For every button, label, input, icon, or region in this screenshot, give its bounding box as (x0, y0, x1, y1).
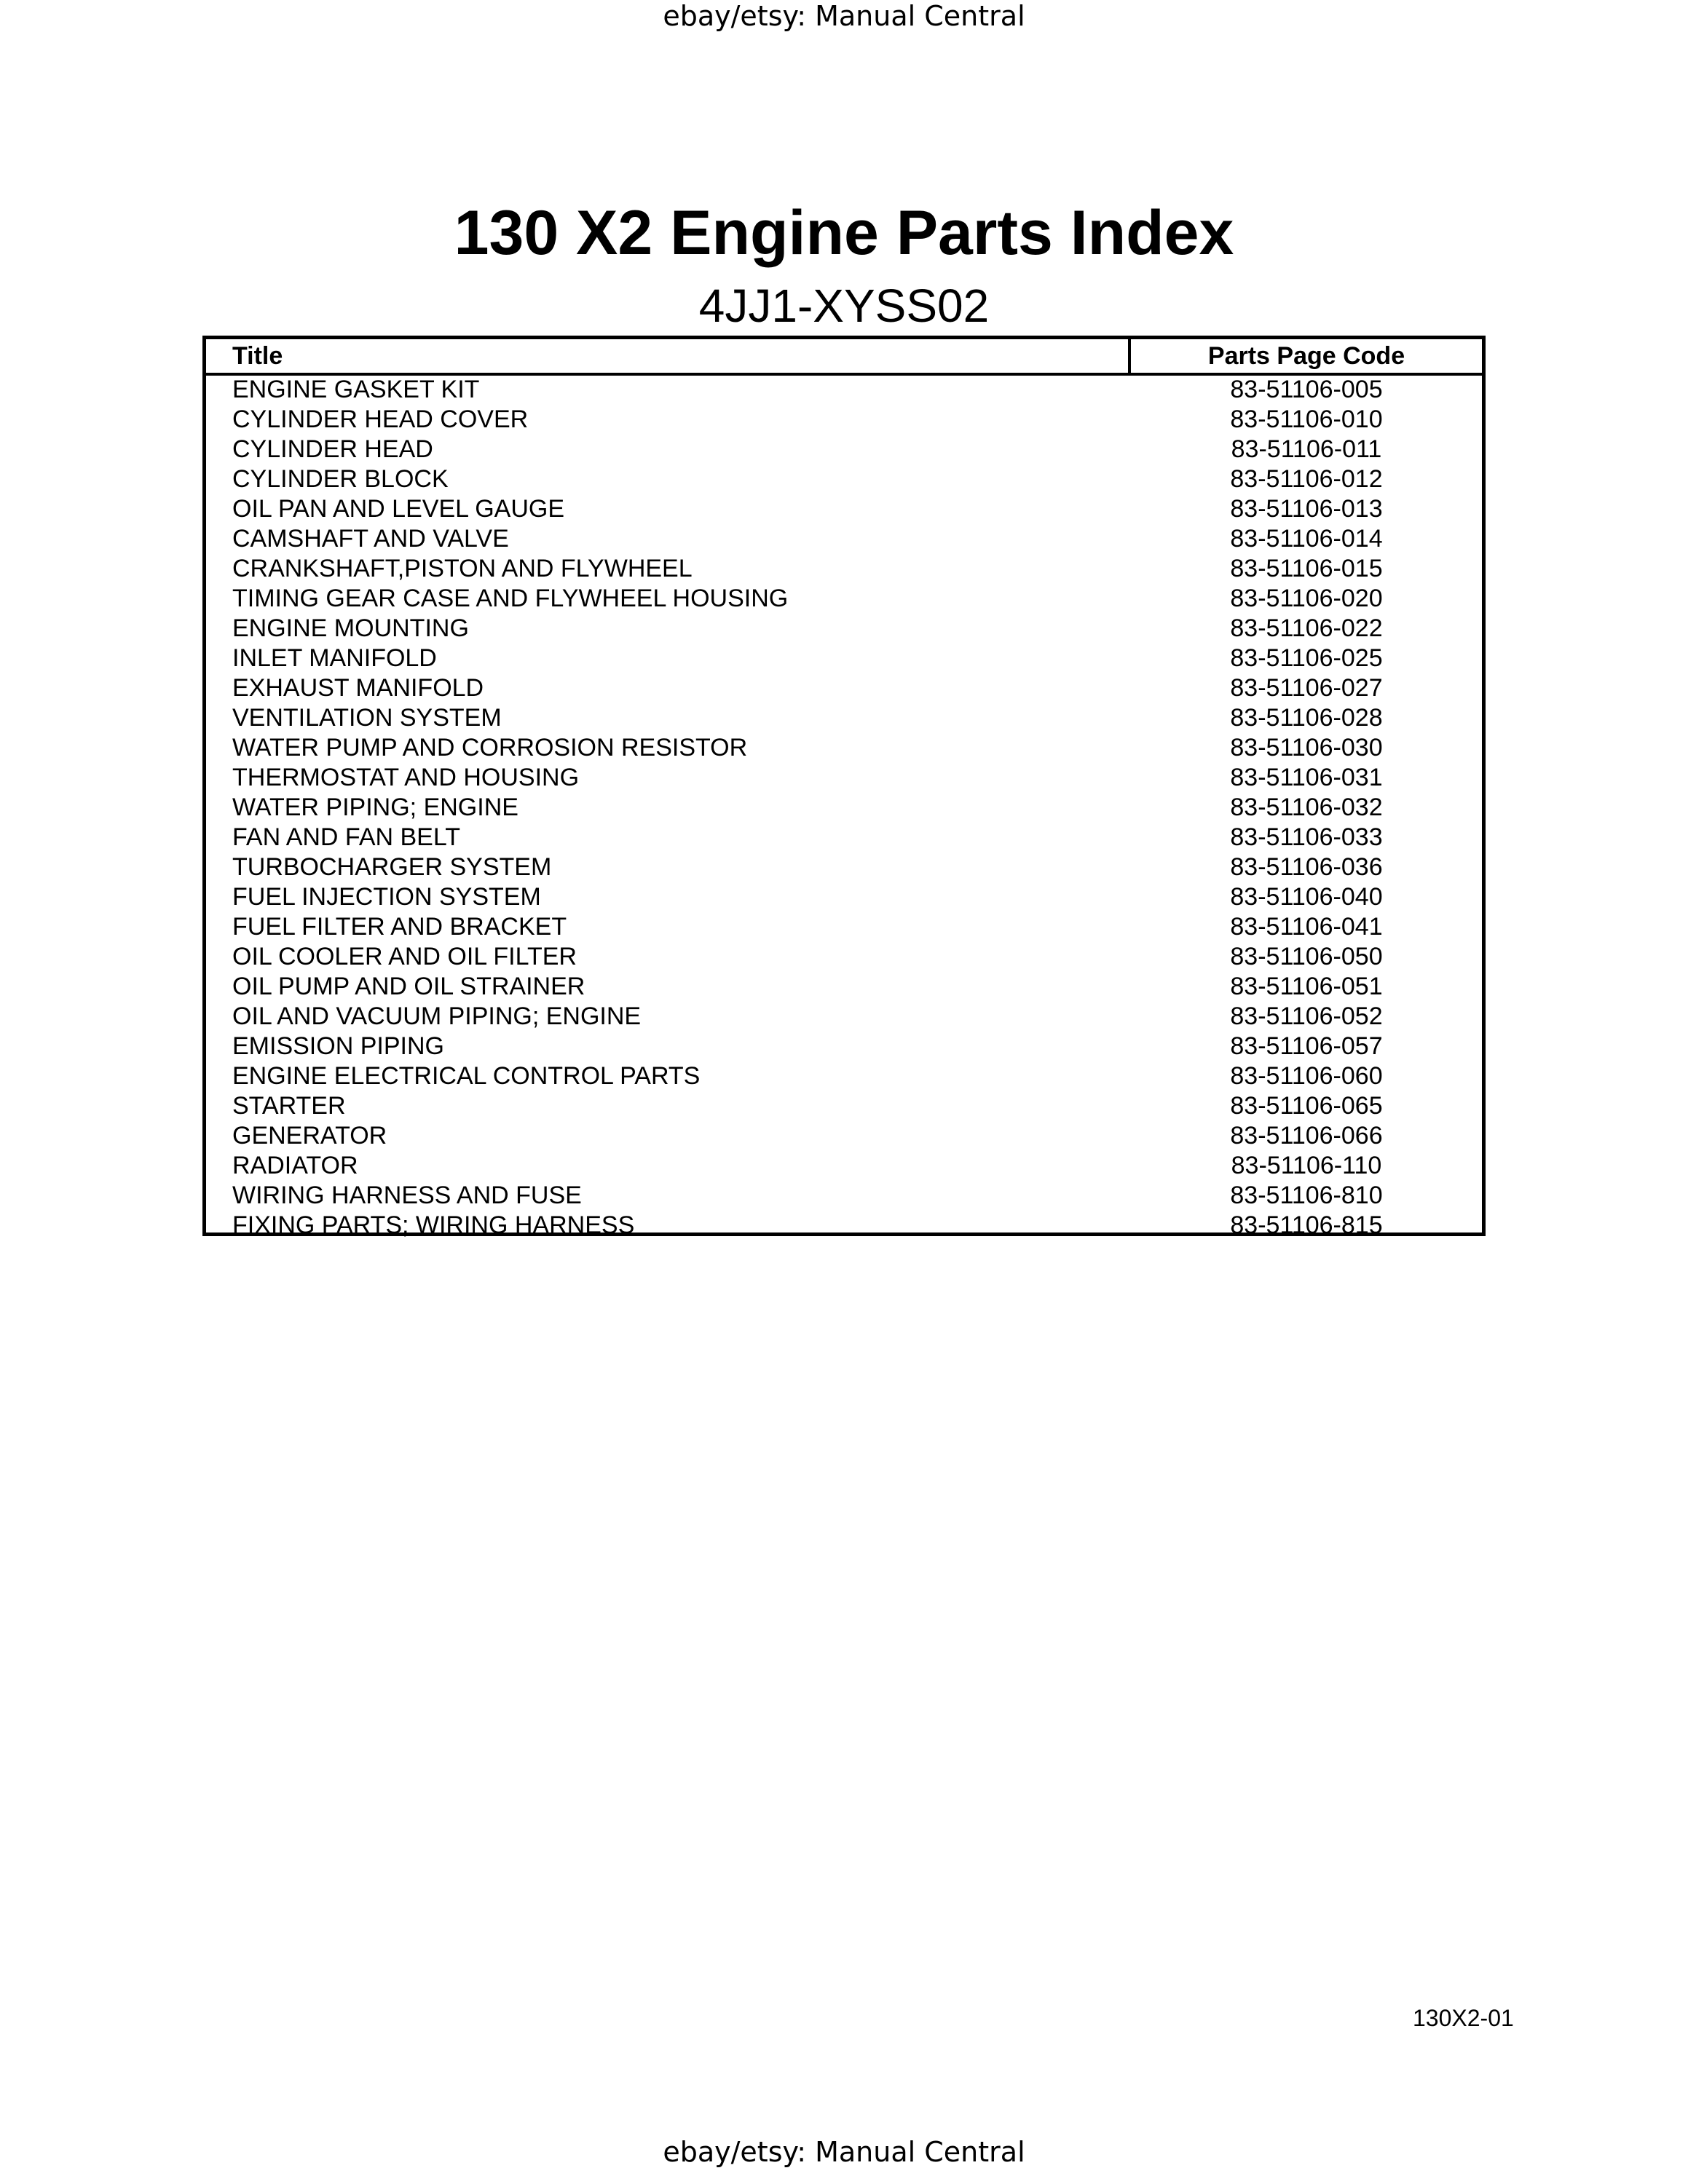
table-row (206, 584, 1482, 614)
table-row (206, 882, 1482, 912)
row-parts-page-code: 83-51106-011 (1231, 435, 1382, 463)
row-parts-page-code: 83-51106-028 (1230, 704, 1383, 732)
table-row (206, 375, 1482, 405)
row-parts-page-code: 83-51106-032 (1230, 794, 1383, 821)
row-title: TURBOCHARGER SYSTEM (232, 853, 552, 881)
table-row (206, 1121, 1482, 1151)
row-title: STARTER (232, 1092, 346, 1120)
table-row (206, 763, 1482, 793)
row-parts-page-code: 83-51106-033 (1230, 823, 1383, 851)
parts-index-table (202, 336, 1486, 1239)
row-title: WATER PUMP AND CORROSION RESISTOR (232, 734, 748, 761)
row-title: THERMOSTAT AND HOUSING (232, 764, 580, 791)
table-row (206, 1032, 1482, 1061)
column-header-title: Title (232, 342, 283, 370)
table-row (206, 435, 1482, 464)
row-parts-page-code: 83-51106-013 (1230, 495, 1383, 523)
table-row (206, 1002, 1482, 1032)
row-title: EMISSION PIPING (232, 1032, 444, 1060)
row-parts-page-code: 83-51106-014 (1230, 525, 1383, 553)
row-parts-page-code: 83-51106-020 (1230, 585, 1383, 612)
row-title: FIXING PARTS; WIRING HARNESS (232, 1211, 635, 1239)
row-parts-page-code: 83-51106-022 (1230, 614, 1383, 642)
row-title: FUEL FILTER AND BRACKET (232, 913, 567, 941)
row-title: WATER PIPING; ENGINE (232, 794, 518, 821)
table-row (206, 912, 1482, 942)
row-title: OIL COOLER AND OIL FILTER (232, 943, 577, 970)
row-parts-page-code: 83-51106-027 (1230, 674, 1383, 702)
row-title: ENGINE GASKET KIT (232, 376, 480, 403)
row-title: CYLINDER BLOCK (232, 465, 449, 493)
row-parts-page-code: 83-51106-052 (1230, 1002, 1383, 1030)
row-title: GENERATOR (232, 1122, 387, 1150)
page-code: 130X2-01 (1413, 2005, 1514, 2031)
table-row (206, 1151, 1482, 1181)
row-parts-page-code: 83-51106-036 (1230, 853, 1383, 881)
row-title: OIL AND VACUUM PIPING; ENGINE (232, 1002, 642, 1030)
column-header-parts-page-code: Parts Page Code (1207, 342, 1405, 370)
row-title: EXHAUST MANIFOLD (232, 674, 484, 702)
row-parts-page-code: 83-51106-031 (1230, 764, 1383, 791)
row-parts-page-code: 83-51106-010 (1230, 405, 1383, 433)
row-title: WIRING HARNESS AND FUSE (232, 1182, 582, 1209)
row-parts-page-code: 83-51106-065 (1230, 1092, 1383, 1120)
row-title: ENGINE ELECTRICAL CONTROL PARTS (232, 1062, 701, 1090)
row-title: CYLINDER HEAD (232, 435, 433, 463)
table-row (206, 554, 1482, 584)
row-parts-page-code: 83-51106-110 (1231, 1152, 1382, 1179)
table-row (206, 942, 1482, 972)
row-parts-page-code: 83-51106-041 (1230, 913, 1383, 941)
table-row (206, 793, 1482, 823)
row-parts-page-code: 83-51106-060 (1230, 1062, 1383, 1090)
page-title: 130 X2 Engine Parts Index (454, 198, 1234, 268)
table-row (206, 1061, 1482, 1091)
table-row (206, 1211, 1482, 1241)
row-title: ENGINE MOUNTING (232, 614, 469, 642)
table-row (206, 852, 1482, 882)
row-parts-page-code: 83-51106-050 (1230, 943, 1383, 970)
row-title: INLET MANIFOLD (232, 644, 437, 672)
row-title: FUEL INJECTION SYSTEM (232, 883, 541, 911)
row-parts-page-code: 83-51106-005 (1230, 376, 1383, 403)
row-title: FAN AND FAN BELT (232, 823, 461, 851)
table-row (206, 823, 1482, 852)
table-row (206, 524, 1482, 554)
row-parts-page-code: 83-51106-810 (1230, 1182, 1383, 1209)
watermark-top: ebay/etsy: Manual Central (663, 0, 1025, 32)
row-title: CYLINDER HEAD COVER (232, 405, 529, 433)
row-title: VENTILATION SYSTEM (232, 704, 502, 732)
row-title: RADIATOR (232, 1152, 358, 1179)
table-row (206, 494, 1482, 524)
row-title: CAMSHAFT AND VALVE (232, 525, 509, 553)
watermark-bottom: ebay/etsy: Manual Central (663, 2136, 1025, 2168)
row-parts-page-code: 83-51106-057 (1230, 1032, 1383, 1060)
row-parts-page-code: 83-51106-051 (1230, 973, 1383, 1000)
row-parts-page-code: 83-51106-025 (1230, 644, 1383, 672)
row-title: OIL PAN AND LEVEL GAUGE (232, 495, 565, 523)
row-title: OIL PUMP AND OIL STRAINER (232, 973, 585, 1000)
table-row (206, 972, 1482, 1002)
table-row (206, 644, 1482, 673)
table-row (206, 673, 1482, 703)
row-parts-page-code: 83-51106-030 (1230, 734, 1383, 761)
table-row (206, 464, 1482, 494)
table-row (206, 733, 1482, 763)
row-parts-page-code: 83-51106-012 (1230, 465, 1383, 493)
row-parts-page-code: 83-51106-040 (1230, 883, 1383, 911)
row-title: CRANKSHAFT,PISTON AND FLYWHEEL (232, 555, 693, 582)
table-header-row (206, 339, 1482, 376)
row-parts-page-code: 83-51106-066 (1230, 1122, 1383, 1150)
row-parts-page-code: 83-51106-815 (1230, 1211, 1383, 1239)
row-parts-page-code: 83-51106-015 (1230, 555, 1383, 582)
table-row (206, 1091, 1482, 1121)
table-row (206, 614, 1482, 644)
table-row (206, 703, 1482, 733)
table-row (206, 405, 1482, 435)
row-title: TIMING GEAR CASE AND FLYWHEEL HOUSING (232, 585, 789, 612)
table-body (206, 375, 1482, 1241)
table-row (206, 1181, 1482, 1211)
engine-model-subtitle: 4JJ1-XYSS02 (698, 280, 990, 332)
